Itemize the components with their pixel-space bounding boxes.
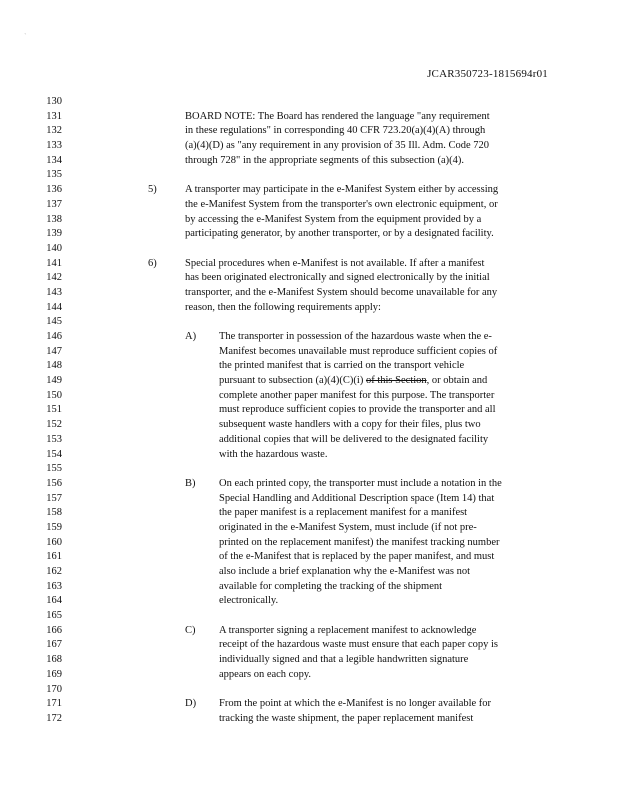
subsection-a-line: complete another paper manifest for this purpose. The transporter [219,389,495,401]
line-number: 158 [46,507,62,519]
subsection-c-line [0,624,618,639]
subsection-a-line: subsequent waste handlers with a copy for their files, plus two [219,419,481,431]
subsection-a-line: with the hazardous waste. [219,448,328,460]
subsection-a-line: must reproduce sufficient copies to provide the transporter and all [219,404,496,416]
line-number: 141 [46,257,62,269]
line-number: 172 [46,712,62,724]
subsection-a-line [0,374,618,389]
blank-line [0,168,618,183]
blank-line [0,609,618,624]
subsection-a-line: additional copies that will be delivered to the designated facility [219,433,489,445]
item-6-line [0,257,618,272]
subsection-c-text: A transporter signing a replacement manifest to acknowledge [219,624,477,636]
blank-line [0,315,618,330]
item-6-number: 6) [148,257,157,269]
subsection-a-text: The transporter in possession of the hazardous waste when the e- [219,331,492,342]
line-number: 169 [46,668,62,680]
line-number: 132 [46,125,62,137]
line-number: 159 [46,521,62,533]
line-number: 150 [46,389,62,401]
board-note-line: in these regulations" in corresponding 40 CFR 723.20(a)(4)(A) through [185,125,486,137]
board-note-line: (a)(4)(D) as "any requirement in any provision of 35 Ill. Adm. Code 720 [185,140,490,152]
line-number: 171 [46,698,62,710]
line-number: 138 [46,213,62,225]
line-number: 152 [46,419,62,431]
subsection-b-text: On each printed copy, the transporter must include a notation in the [219,477,502,489]
blank-line [0,462,618,477]
subsection-b-line: electronically. [219,595,279,607]
item-5-number: 5) [148,184,157,196]
subsection-c-label: C) [185,624,196,636]
item-6-text: Special procedures when e-Manifest is not available. If after a manifest [185,257,485,269]
line-number: 145 [46,316,62,328]
subsection-a-text: pursuant to subsection (a)(4)(C)(i) [219,375,366,387]
subsection-b-line: of the e-Manifest that is replaced by the paper manifest, and must [219,551,495,563]
subsection-c-line: individually signed and that a legible handwritten signature [219,654,469,666]
scan-mark: ` [24,32,27,41]
item-5-line: by accessing the e-Manifest System from the equipment provided by a [185,213,482,225]
subsection-b-line: also include a brief explanation why the e-Manifest was not [219,566,471,577]
line-number: 134 [46,154,62,166]
line-number: 143 [46,286,62,298]
line-number: 137 [46,198,62,210]
board-note-line: BOARD NOTE: The Board has rendered the language "any requirement [185,110,490,122]
subsection-b-line [0,477,618,492]
subsection-d-line [0,697,618,712]
line-number: 140 [46,242,62,254]
subsection-b-label: B) [185,477,196,489]
item-6-line: reason, then the following requirements apply: [185,301,381,313]
line-number: 164 [46,595,62,607]
line-number: 165 [46,610,62,622]
subsection-b-line: available for completing the tracking of the shipment [219,580,443,592]
line-number: 144 [46,301,62,313]
line-number: 149 [46,375,62,387]
line-number: 170 [46,683,62,695]
subsection-c-line: receipt of the hazardous waste must ensure that each paper copy is [219,639,499,651]
subsection-d-label: D) [185,698,197,710]
line-number: 151 [46,404,62,416]
line-number: 148 [46,360,62,372]
line-number: 136 [46,184,62,196]
line-number: 139 [46,228,62,240]
subsection-c-line: appears on each copy. [219,668,312,680]
subsection-b-line: originated in the e-Manifest System, must include (if not pre- [219,521,477,533]
document-body [0,95,618,727]
line-number: 147 [46,345,62,357]
line-number: 133 [46,140,62,152]
subsection-a-line: Manifest becomes unavailable must reproduce sufficient copies of [219,345,498,357]
line-number: 154 [46,448,62,460]
line-number: 131 [46,110,62,122]
blank-line [0,683,618,698]
line-number: 130 [46,96,62,107]
subsection-b-line: the paper manifest is a replacement manifest for a manifest [219,507,468,519]
struck-text: of this Section [365,375,427,387]
item-6-line: transporter, and the e-Manifest System should become unavailable for any [185,286,498,298]
board-note-line: through 728" in the appropriate segments of this subsection (a)(4). [185,154,464,166]
subsection-a-label: A) [185,331,197,342]
subsection-b-line: printed on the replacement manifest) the manifest tracking number [219,536,500,548]
line-number: 142 [46,272,62,284]
line-number: 163 [46,580,62,592]
line-number: 153 [46,433,62,445]
subsection-b-line: Special Handling and Additional Description space (Item 14) that [219,492,495,504]
line-number: 162 [46,566,62,577]
line-number: 161 [46,551,62,563]
line-number: 167 [46,639,62,651]
subsection-a-line: the printed manifest that is carried on the transport vehicle [219,360,465,372]
subsection-d-line: tracking the waste shipment, the paper replacement manifest [219,712,474,724]
item-5-text: A transporter may participate in the e-Manifest System either by accessing [185,184,499,196]
line-number: 146 [46,331,62,342]
item-5-line [0,183,618,198]
line-number: 155 [46,463,62,475]
blank-line [0,95,618,110]
item-5-line: the e-Manifest System from the transporter's own electronic equipment, or [185,198,498,210]
item-6-line: has been originated electronically and signed electronically by the initial [185,272,490,284]
document-id-header: JCAR350723-1815694r01 [427,68,548,80]
line-number: 157 [46,492,62,504]
subsection-a-text: , or obtain and [426,375,488,387]
line-number: 135 [46,169,62,181]
item-5-line: participating generator, by another transporter, or by a designated facility. [185,228,494,240]
line-number: 168 [46,654,62,666]
blank-line [0,242,618,257]
line-number: 160 [46,536,62,548]
subsection-d-text: From the point at which the e-Manifest is no longer available for [219,698,492,710]
subsection-a-line [0,330,618,345]
line-number: 156 [46,477,62,489]
line-number: 166 [46,624,62,636]
